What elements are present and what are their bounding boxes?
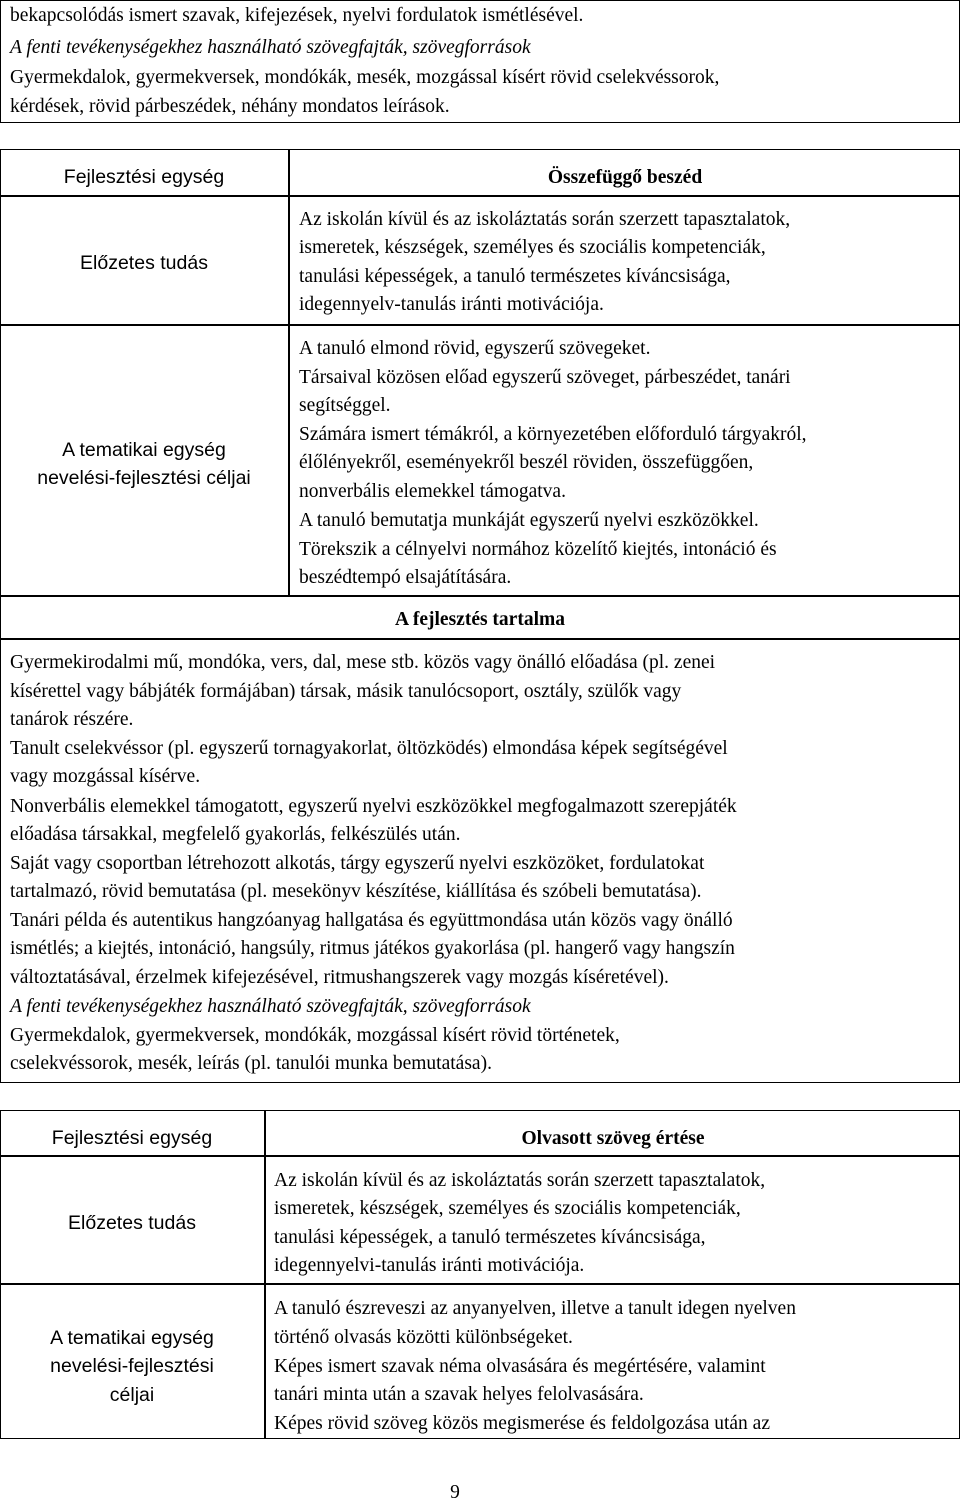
goals-label-2-2: nevelési-fejlesztési	[50, 1355, 214, 1377]
unit-label-2: Fejlesztési egység	[51, 1127, 213, 1149]
goal-line: élőlényekről, eseményekről beszél röviden, összefüggően,	[299, 452, 754, 473]
content-line: változtatásával, érzelmek kifejezésével, ritmushangszerek vagy mozgás kíséretével).	[10, 967, 669, 988]
prior-knowledge-label: Előzetes tudás	[80, 252, 208, 274]
unit-title-2: Olvasott szöveg értése	[521, 1128, 705, 1149]
goal-line: Társaival közösen előad egyszerű szöveget, párbeszédet, tanári	[299, 367, 791, 388]
goal-line: nonverbális elemekkel támogatva.	[299, 481, 566, 502]
goal-line: Számára ismert témákról, a környezetében előforduló tárgyakról,	[299, 424, 807, 445]
content-line: tanárok részére.	[10, 709, 134, 730]
content-line: vagy mozgással kísérve.	[10, 766, 201, 787]
goals-label-2-3: céljai	[109, 1384, 155, 1406]
content-line: Gyermekirodalmi mű, mondóka, vers, dal, mese stb. közös vagy önálló előadása (pl. zenei	[10, 652, 716, 673]
goal-line-2: Képes ismert szavak néma olvasására és megértésére, valamint	[274, 1356, 766, 1377]
prior-line: idegennyelv-tanulás iránti motivációja.	[299, 294, 604, 315]
top-line-1: bekapcsolódás ismert szavak, kifejezések, nyelvi fordulatok ismétlésével.	[10, 5, 584, 26]
goal-line-2: Képes rövid szöveg közös megismerése és feldolgozása után az	[274, 1413, 770, 1434]
top-line-4: kérdések, rövid párbeszédek, néhány mondatos leírások.	[10, 96, 450, 117]
page-number: 9	[450, 1482, 460, 1503]
sources-heading: A fenti tevékenységekhez használható szövegfajták, szövegforrások	[10, 996, 531, 1017]
unit-title: Összefüggő beszéd	[547, 167, 703, 188]
content-line: Nonverbális elemekkel támogatott, egyszerű nyelvi eszközökkel megfogalmazott szerepjáték	[10, 796, 737, 817]
content-line: tartalmazó, rövid bemutatása (pl. mesekönyv készítése, kiállítása és szóbeli bemutatása).	[10, 881, 702, 902]
goal-line-2: tanári minta után a szavak helyes felolvasására.	[274, 1384, 644, 1405]
goal-line: Törekszik a célnyelvi normához közelítő kiejtés, intonáció és	[299, 539, 777, 560]
goal-line: segítséggel.	[299, 395, 391, 416]
goals-label-2: nevelési-fejlesztési céljai	[37, 467, 251, 489]
goals-label-2-1: A tematikai egység	[50, 1327, 214, 1349]
prior-line-2: idegennyelvi-tanulás iránti motivációja.	[274, 1255, 585, 1276]
sources-line: cselekvéssorok, mesék, leírás (pl. tanulói munka bemutatása).	[10, 1053, 492, 1074]
prior-knowledge-label-2: Előzetes tudás	[68, 1212, 196, 1234]
prior-line: ismeretek, készségek, személyes és szociális kompetenciák,	[299, 237, 766, 258]
goal-line: A tanuló bemutatja munkáját egyszerű nyelvi eszközökkel.	[299, 510, 759, 531]
content-title: A fejlesztés tartalma	[394, 609, 565, 630]
top-line-3: Gyermekdalok, gyermekversek, mondókák, mesék, mozgással kísért rövid cselekvéssorok,	[10, 67, 720, 88]
content-line: előadása társakkal, megfelelő gyakorlás, felkészülés után.	[10, 824, 461, 845]
prior-line: tanulási képességek, a tanuló természetes kíváncsisága,	[299, 266, 731, 287]
content-line: Saját vagy csoportban létrehozott alkotás, tárgy egyszerű nyelvi eszközöket, fordulatokat	[10, 853, 705, 874]
goals-label-1: A tematikai egység	[62, 439, 226, 461]
sources-line: Gyermekdalok, gyermekversek, mondókák, mozgással kísért rövid történetek,	[10, 1025, 620, 1046]
goal-line-2: történő olvasás közötti különbségeket.	[274, 1327, 573, 1348]
prior-line-2: ismeretek, készségek, személyes és szociális kompetenciák,	[274, 1198, 741, 1219]
content-line: ismétlés; a kiejtés, intonáció, hangsúly, ritmus játékos gyakorlása (pl. hangerő vagy hangszín	[10, 938, 735, 959]
goal-line: A tanuló elmond rövid, egyszerű szövegeket.	[299, 338, 651, 359]
prior-line-2: Az iskolán kívül és az iskoláztatás során szerzett tapasztalatok,	[274, 1170, 766, 1191]
unit-label: Fejlesztési egység	[63, 166, 225, 188]
top-sources-heading: A fenti tevékenységekhez használható szövegfajták, szövegforrások	[10, 37, 531, 58]
prior-line: Az iskolán kívül és az iskoláztatás során szerzett tapasztalatok,	[299, 209, 791, 230]
content-line: Tanult cselekvéssor (pl. egyszerű tornagyakorlat, öltözködés) elmondása képek segítségével	[10, 738, 728, 759]
goal-line-2: A tanuló észreveszi az anyanyelven, illetve a tanult idegen nyelven	[274, 1298, 796, 1319]
prior-line-2: tanulási képességek, a tanuló természetes kíváncsisága,	[274, 1227, 706, 1248]
content-line: Tanári példa és autentikus hangzóanyag hallgatása és együttmondása után közös vagy önálló	[10, 910, 733, 931]
goal-line: beszédtempó elsajátítására.	[299, 567, 512, 588]
content-line: kísérettel vagy bábjáték formájában) társak, másik tanulócsoport, osztály, szülők vagy	[10, 681, 682, 702]
